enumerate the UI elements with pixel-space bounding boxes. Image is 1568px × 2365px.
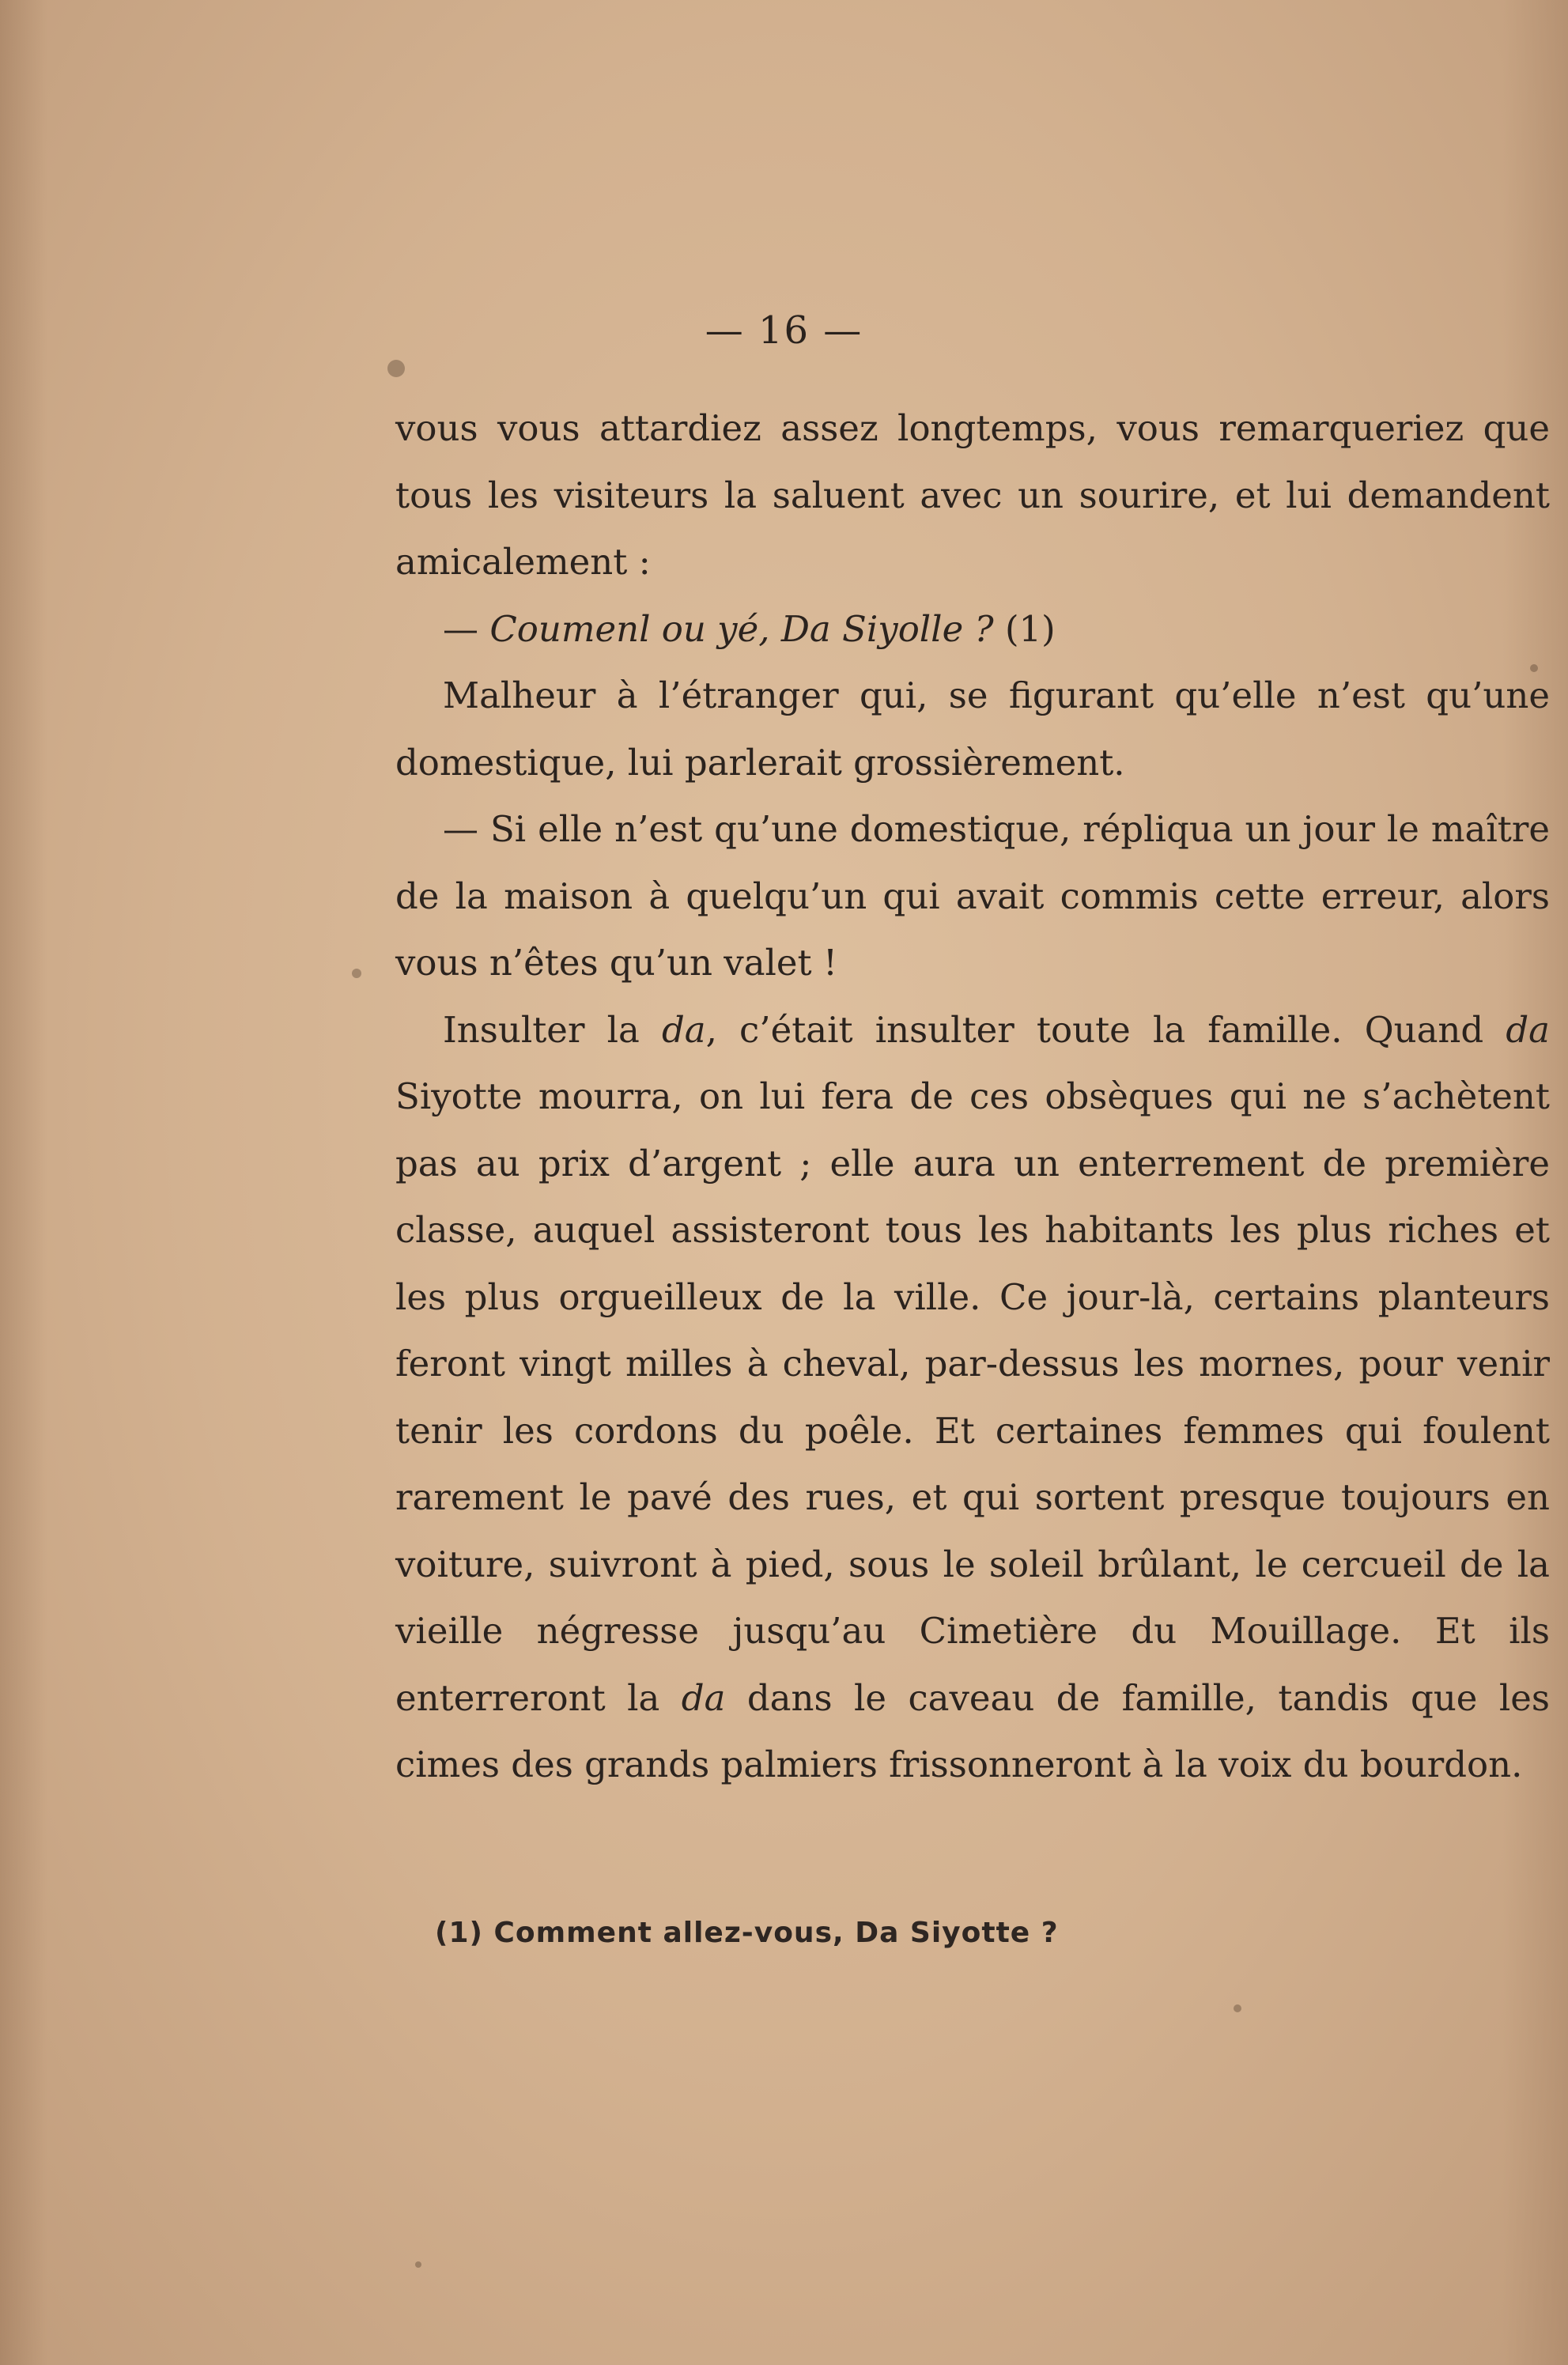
text-run: dans le caveau de famille, tandis que les cimes des grands palmiers frissonneront à la voix du bourdon. <box>395 1676 1550 1785</box>
paper-speck <box>1234 2004 1241 2012</box>
text-run: Siyotte mourra, on lui fera de ces obsèques qui ne s’achètent pas au prix d’argent ; elle aura un enterrement de première classe, auquel assisteront tous les habitants les plus riches et les plus orgueilleux de la ville. Ce jour-là, certains planteurs feront vingt milles à cheval, par-dessus les mornes, pour venir tenir les cordons du poêle. Et certaines femmes qui foulent rarement le pavé des rues, et qui sortent presque toujours en voiture, suivront à pied, sous le soleil brûlant, le cercueil de la vieille négresse jusqu’au Cimetière du Mouillage. Et ils enterreront la <box>395 1075 1550 1719</box>
body-text <box>395 395 1550 1799</box>
text-run: , c’était insulter toute la famille. Quand <box>705 1008 1506 1051</box>
paragraph <box>395 997 1550 1799</box>
text-run: Malheur à l’étranger qui, se figurant qu’elle n’est qu’une domestique, lui parlerait grossièrement. <box>395 674 1550 784</box>
paragraph <box>395 395 1550 596</box>
text-run: (1) <box>993 607 1056 650</box>
italic-text: da <box>661 1008 706 1051</box>
text-run: — Si elle n’est qu’une domestique, répliqua un jour le maître de la maison à quelqu’un qui avait commis cette erreur, alors vous n’êtes qu’un valet ! <box>395 808 1550 984</box>
paper-speck <box>352 969 361 978</box>
paper-speck <box>387 360 405 377</box>
paragraph <box>395 663 1550 796</box>
footnote: (1) Comment allez-vous, Da Siyotte ? <box>435 1917 1059 1949</box>
paragraph <box>395 596 1550 663</box>
text-run: vous vous attardiez assez longtemps, vous remarqueriez que tous les visiteurs la saluent avec un sourire, et lui demandent amicalement : <box>395 407 1550 583</box>
text-run: Insulter la <box>443 1008 662 1051</box>
page-number: — 16 — <box>705 308 863 353</box>
paragraph <box>395 796 1550 997</box>
italic-text: da <box>681 1676 726 1719</box>
italic-text: Coumenl ou yé, Da Siyolle ? <box>489 607 994 650</box>
paper-speck <box>415 2261 421 2268</box>
paper-speck <box>1530 664 1538 672</box>
text-run: — <box>443 607 490 650</box>
italic-text: da <box>1506 1008 1550 1051</box>
